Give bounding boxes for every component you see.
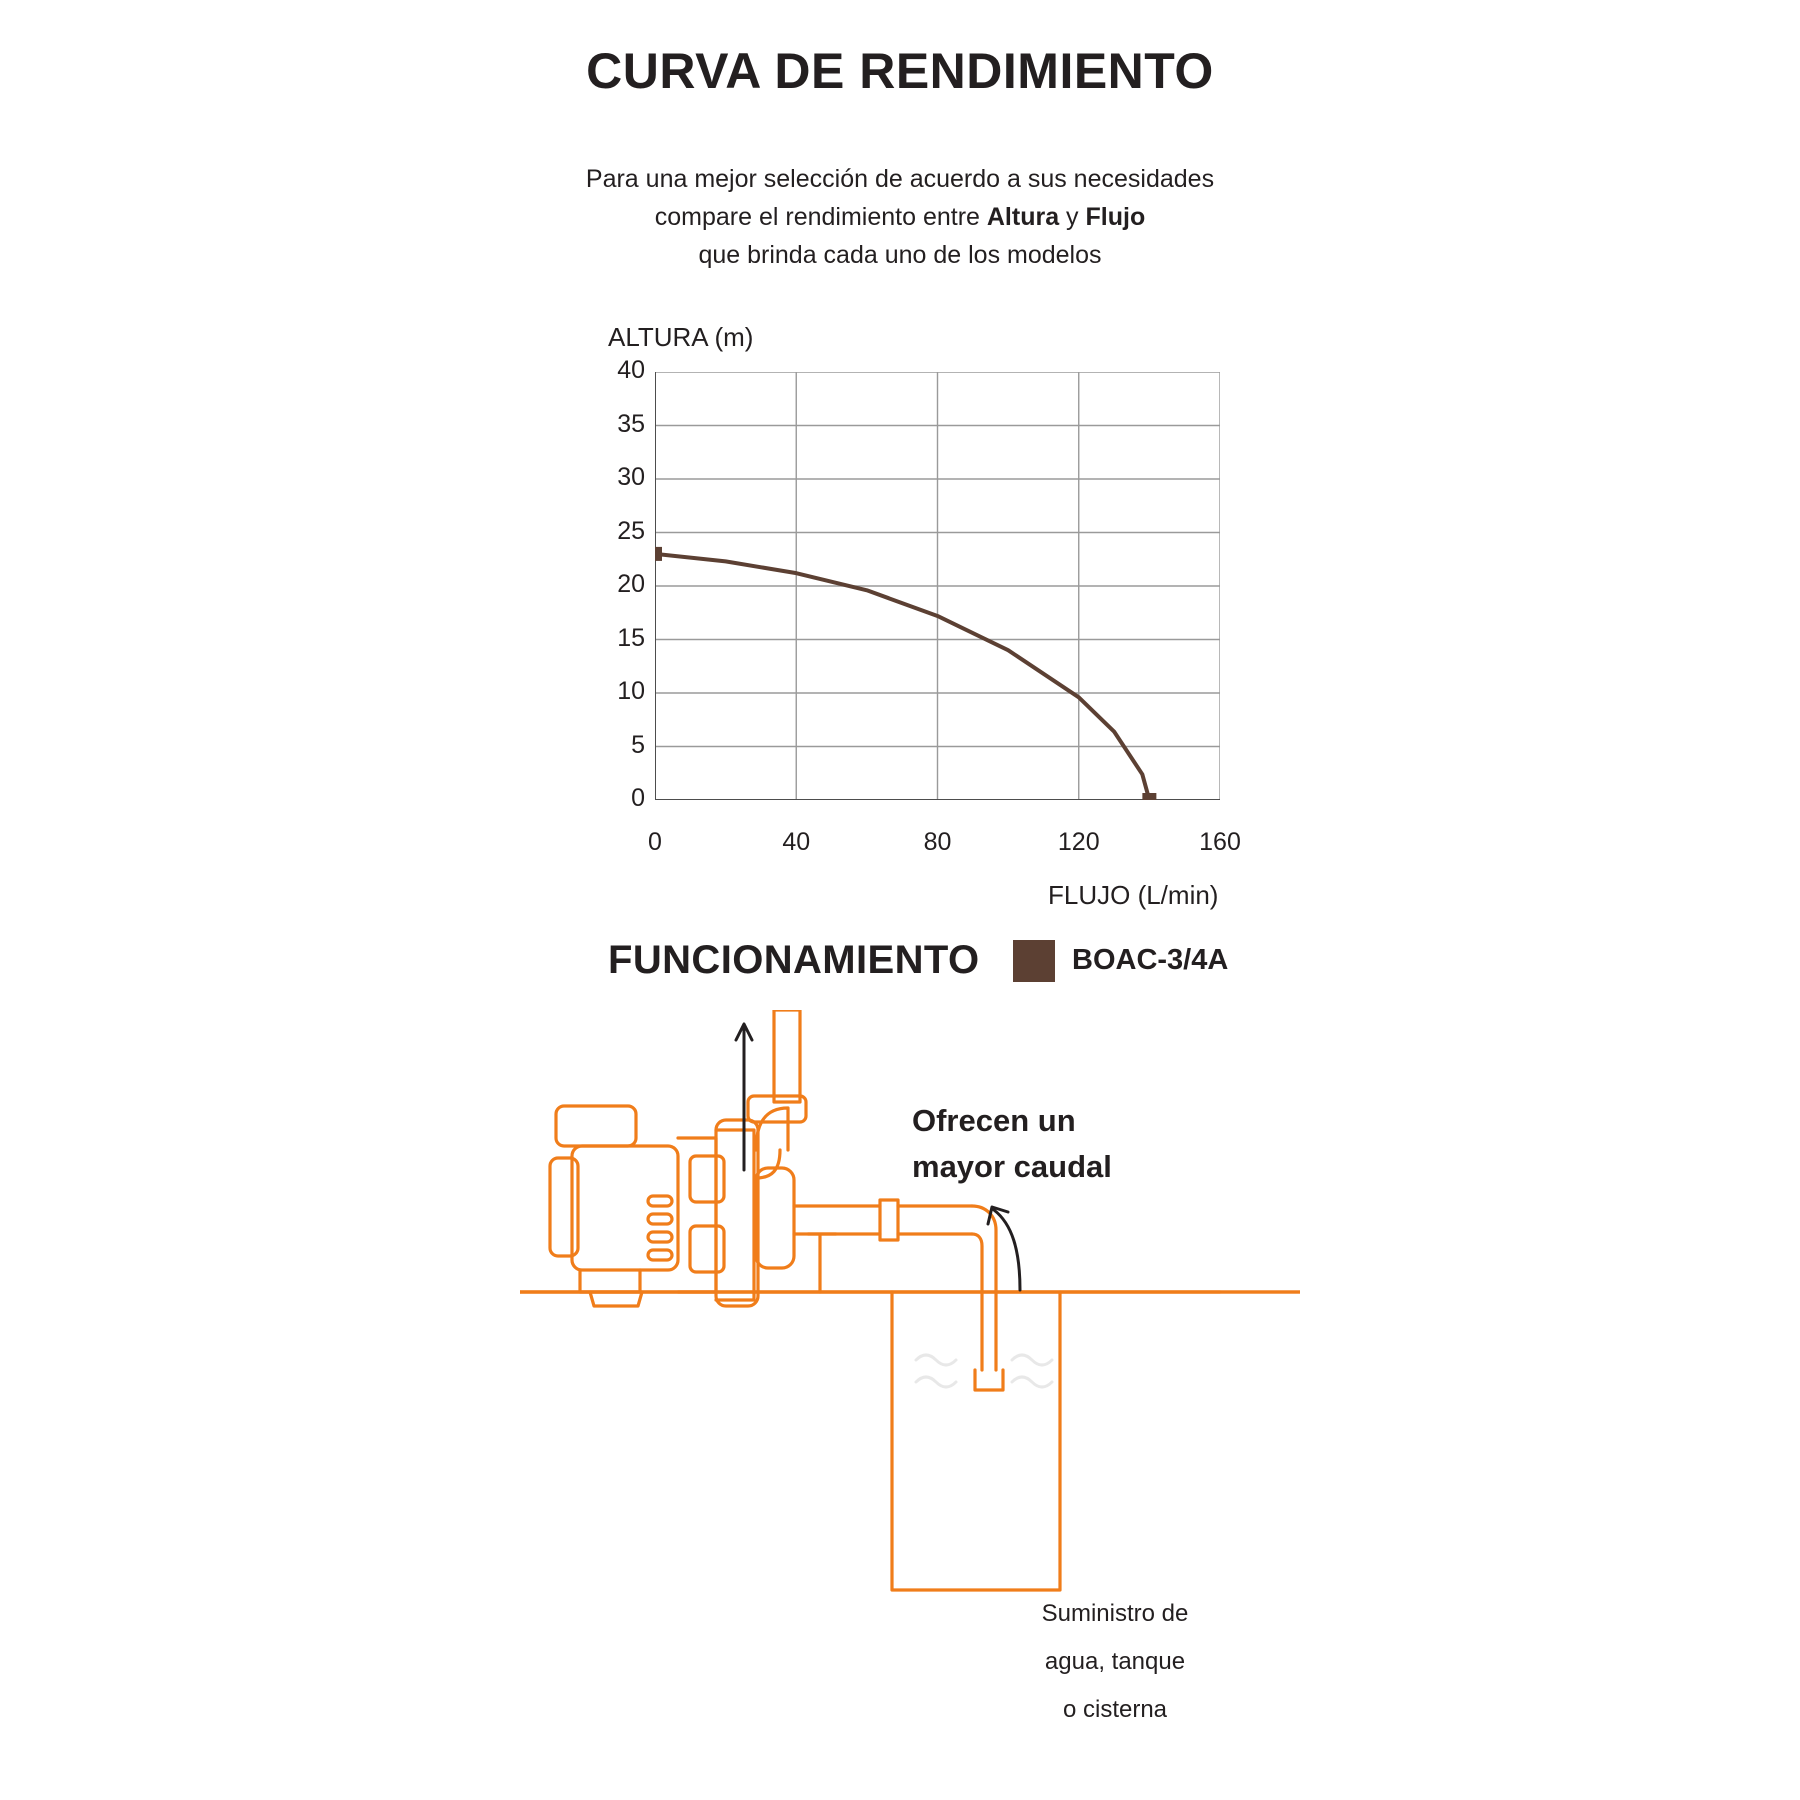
y-tick-label: 25 (617, 516, 645, 545)
x-axis-title: FLUJO (L/min) (1048, 880, 1219, 910)
pipe-support-leg (808, 1234, 836, 1292)
data-point-marker (1142, 793, 1156, 800)
subtitle-emphasis-altura: Altura (986, 203, 1060, 231)
legend-color-swatch (1013, 940, 1055, 982)
intake-arrow-shaft (994, 1210, 1020, 1290)
x-tick-label: 120 (1057, 828, 1100, 856)
water-wave (916, 1377, 956, 1387)
tank-label-line-2: agua, tanque (1044, 1648, 1186, 1675)
bracket-window (690, 1226, 724, 1272)
discharge-pipe (774, 1010, 800, 1102)
pump-casing (716, 1120, 758, 1306)
y-tick-label: 35 (617, 409, 645, 438)
subtitle-line-2-pre: compare el rendimiento entre (654, 203, 987, 231)
vent-slot (648, 1214, 672, 1224)
suction-down-pipe-inner (972, 1234, 982, 1370)
y-tick-label: 15 (617, 623, 645, 652)
discharge-elbow (756, 1108, 788, 1150)
y-tick-label: 40 (617, 356, 645, 384)
suction-pipe-horizontal-2 (898, 1206, 972, 1234)
subtitle-line-1: Para una mejor selección de acuerdo a sus necesidades (585, 165, 1215, 193)
foot-valve (975, 1370, 1003, 1390)
tank-label (1010, 1590, 1220, 1734)
motor-base (590, 1292, 642, 1306)
pump-bracket (678, 1138, 716, 1292)
x-tick-label: 0 (648, 828, 662, 856)
tank-outline (892, 1292, 1060, 1590)
callout-line-2: mayor caudal (912, 1149, 1112, 1184)
vent-slot (648, 1232, 672, 1242)
y-tick-label: 20 (617, 570, 645, 598)
motor-foot (580, 1270, 640, 1292)
y-tick-label: 0 (631, 784, 645, 812)
pipe-union (880, 1200, 898, 1240)
water-wave (1012, 1377, 1052, 1387)
tank-label-line-1: Suministro de (1041, 1600, 1189, 1627)
section-title-funcionamiento: FUNCIONAMIENTO (608, 938, 980, 982)
suction-pipe-horizontal (794, 1206, 880, 1234)
page-title: CURVA DE RENDIMIENTO (586, 43, 1214, 99)
series-line-boac-3/4a (655, 554, 1149, 800)
subtitle-emphasis-flujo: Flujo (1085, 203, 1146, 231)
x-tick-label: 160 (1199, 828, 1241, 856)
motor-end-cap (550, 1158, 578, 1256)
chart-plot-area (655, 372, 1220, 800)
callout-line-1: Ofrecen un (912, 1103, 1076, 1138)
pump-rear-housing (756, 1168, 794, 1268)
subtitle-line-3: que brinda cada uno de los modelos (698, 241, 1102, 269)
y-axis-title: ALTURA (m) (608, 322, 754, 352)
tank-label-line-3: o cisterna (1062, 1696, 1168, 1723)
diagram-callout (912, 1098, 1112, 1190)
vent-slot (648, 1250, 672, 1260)
vent-slot (648, 1196, 672, 1206)
suction-down-pipe-outer (972, 1206, 996, 1370)
y-tick-label: 10 (617, 677, 645, 705)
data-point-marker (655, 547, 662, 561)
capacitor-box (556, 1106, 636, 1146)
water-wave (1012, 1355, 1052, 1365)
bracket-window (690, 1156, 724, 1202)
subtitle-line-2-mid: y (1059, 203, 1086, 231)
y-tick-label: 30 (617, 463, 645, 491)
y-tick-label: 5 (631, 730, 645, 759)
water-wave (916, 1355, 956, 1365)
legend-series-label: BOAC-3/4A (1072, 944, 1229, 976)
x-tick-label: 80 (923, 828, 952, 856)
x-tick-label: 40 (782, 828, 811, 856)
